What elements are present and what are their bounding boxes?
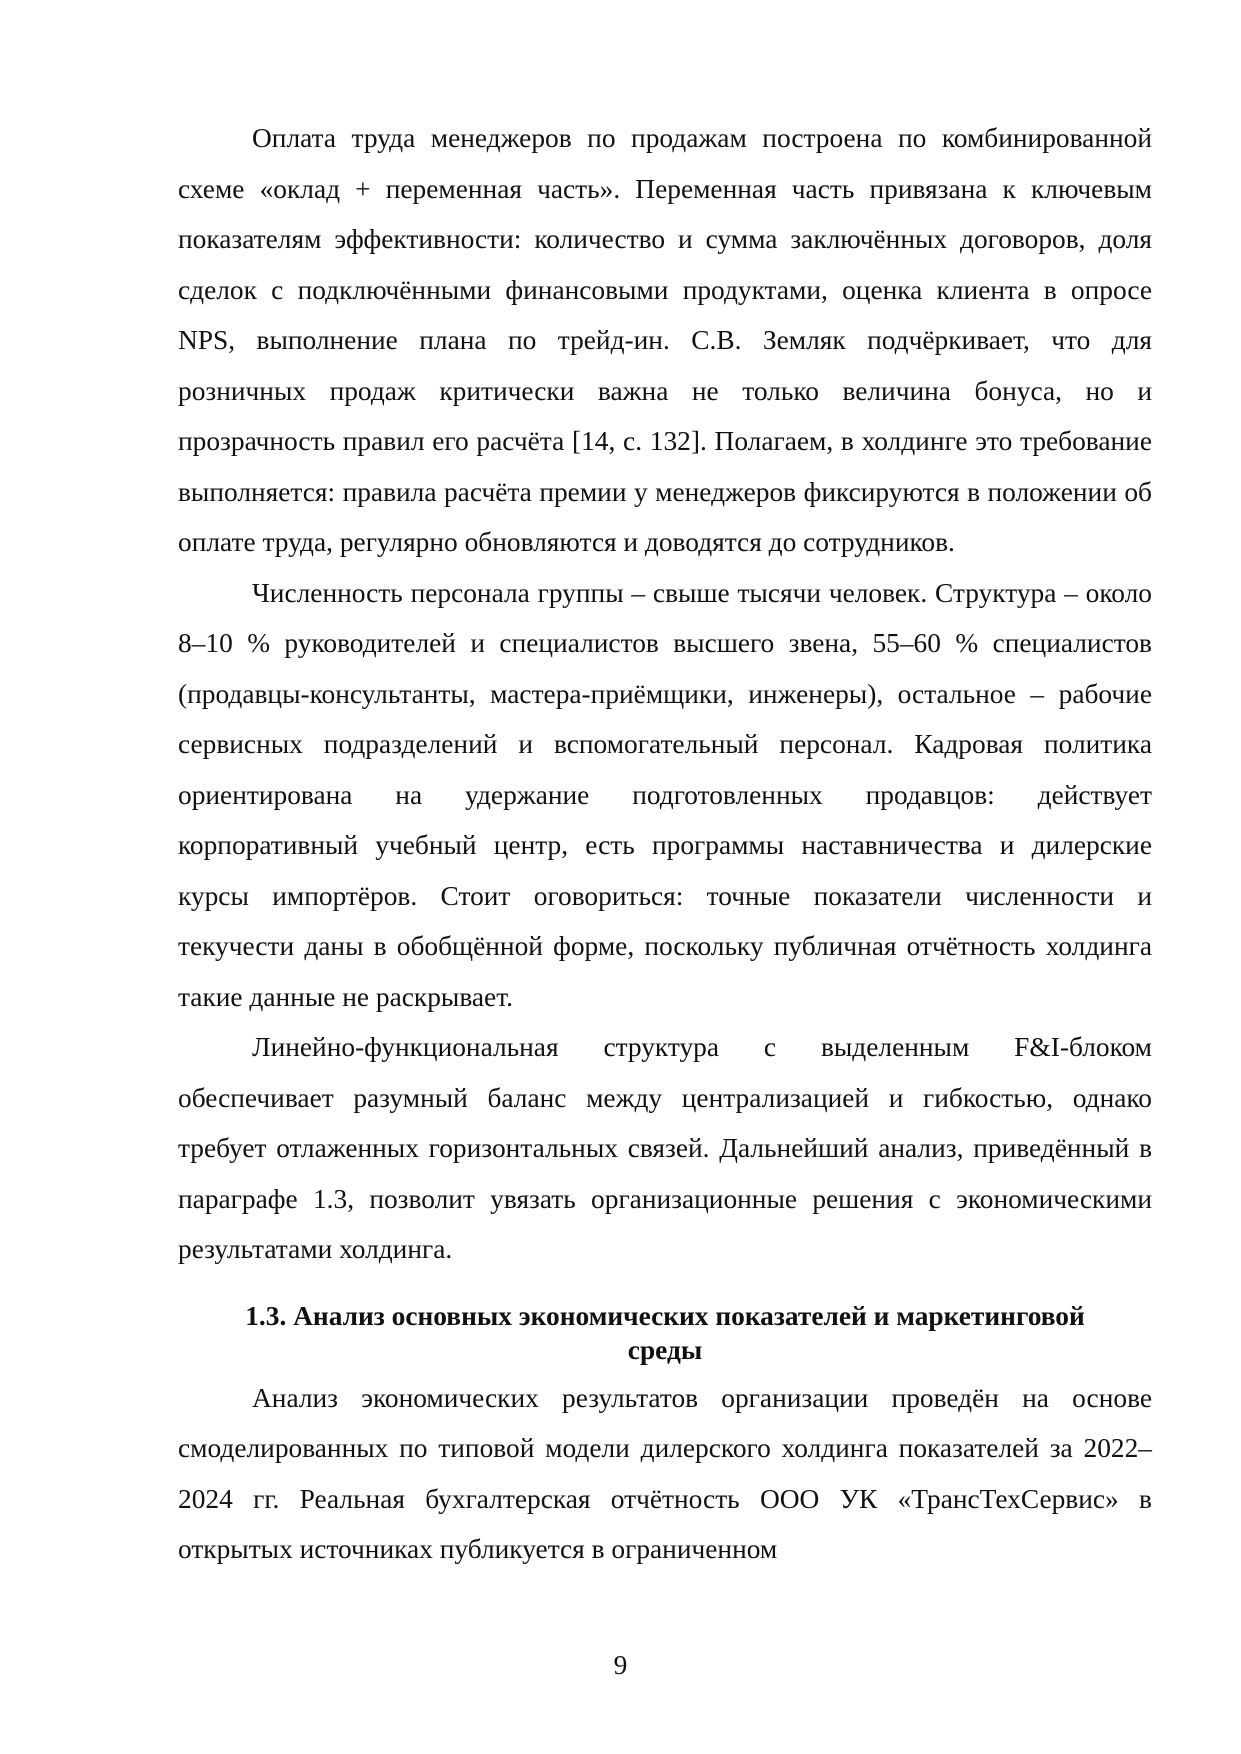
page-number: 9 <box>613 1650 628 1680</box>
paragraph-salary-scheme: Оплата труда менеджеров по продажам построена по комбинированной схеме «оклад + переменная часть». Переменная часть привязана к ключевым показателям эффективности: количество и сумма заключённых договоров, доля сделок с подключёнными финансовыми продуктами, оценка клиента в опросе NPS, выполнение плана по трейд-ин. С.В. Земляк подчёркивает, что для розничных продаж критически важна не только величина бонуса, но и прозрачность правил его расчёта [14, с. 132]. Полагаем, в холдинге это требование выполняется: правила расчёта премии у менеджеров фиксируются в положении об оплате труда, регулярно обновляются и доводятся до сотрудников. <box>178 123 1152 557</box>
paragraph-staff-structure: Численность персонала группы – свыше тысячи человек. Структура – около 8–10 % руководителей и специалистов высшего звена, 55–60 % специалистов (продавцы-консультанты, мастера-приёмщики, инженеры), остальное – рабочие сервисных подразделений и вспомогательный персонал. Кадровая политика ориентирована на удержание подготовленных продавцов: действует корпоративный учебный центр, есть программы наставничества и дилерские курсы импортёров. Стоит оговориться: точные показатели численности и текучести даны в обобщённой форме, поскольку публичная отчётность холдинга такие данные не раскрывает. <box>178 577 1152 1012</box>
section-heading: 1.3. Анализ основных экономических показателей и маркетинговой среды <box>245 1300 1085 1365</box>
paragraph-org-structure: Линейно-функциональная структура с выделенным F&I-блоком обеспечивает разумный баланс между централизацией и гибкостью, однако требует отлаженных горизонтальных связей. Дальнейший анализ, приведённый в параграфе 1.3, позволит увязать организационные решения с экономическими результатами холдинга. <box>178 1032 1152 1264</box>
paragraph-economic-analysis: Анализ экономических результатов организации проведён на основе смоделированных по типовой модели дилерского холдинга показателей за 2022–2024 гг. Реальная бухгалтерская отчётность ООО УК «ТрансТехСервис» в открытых источниках публикуется в ограниченном <box>178 1382 1152 1564</box>
document-page <box>178 113 1152 1575</box>
